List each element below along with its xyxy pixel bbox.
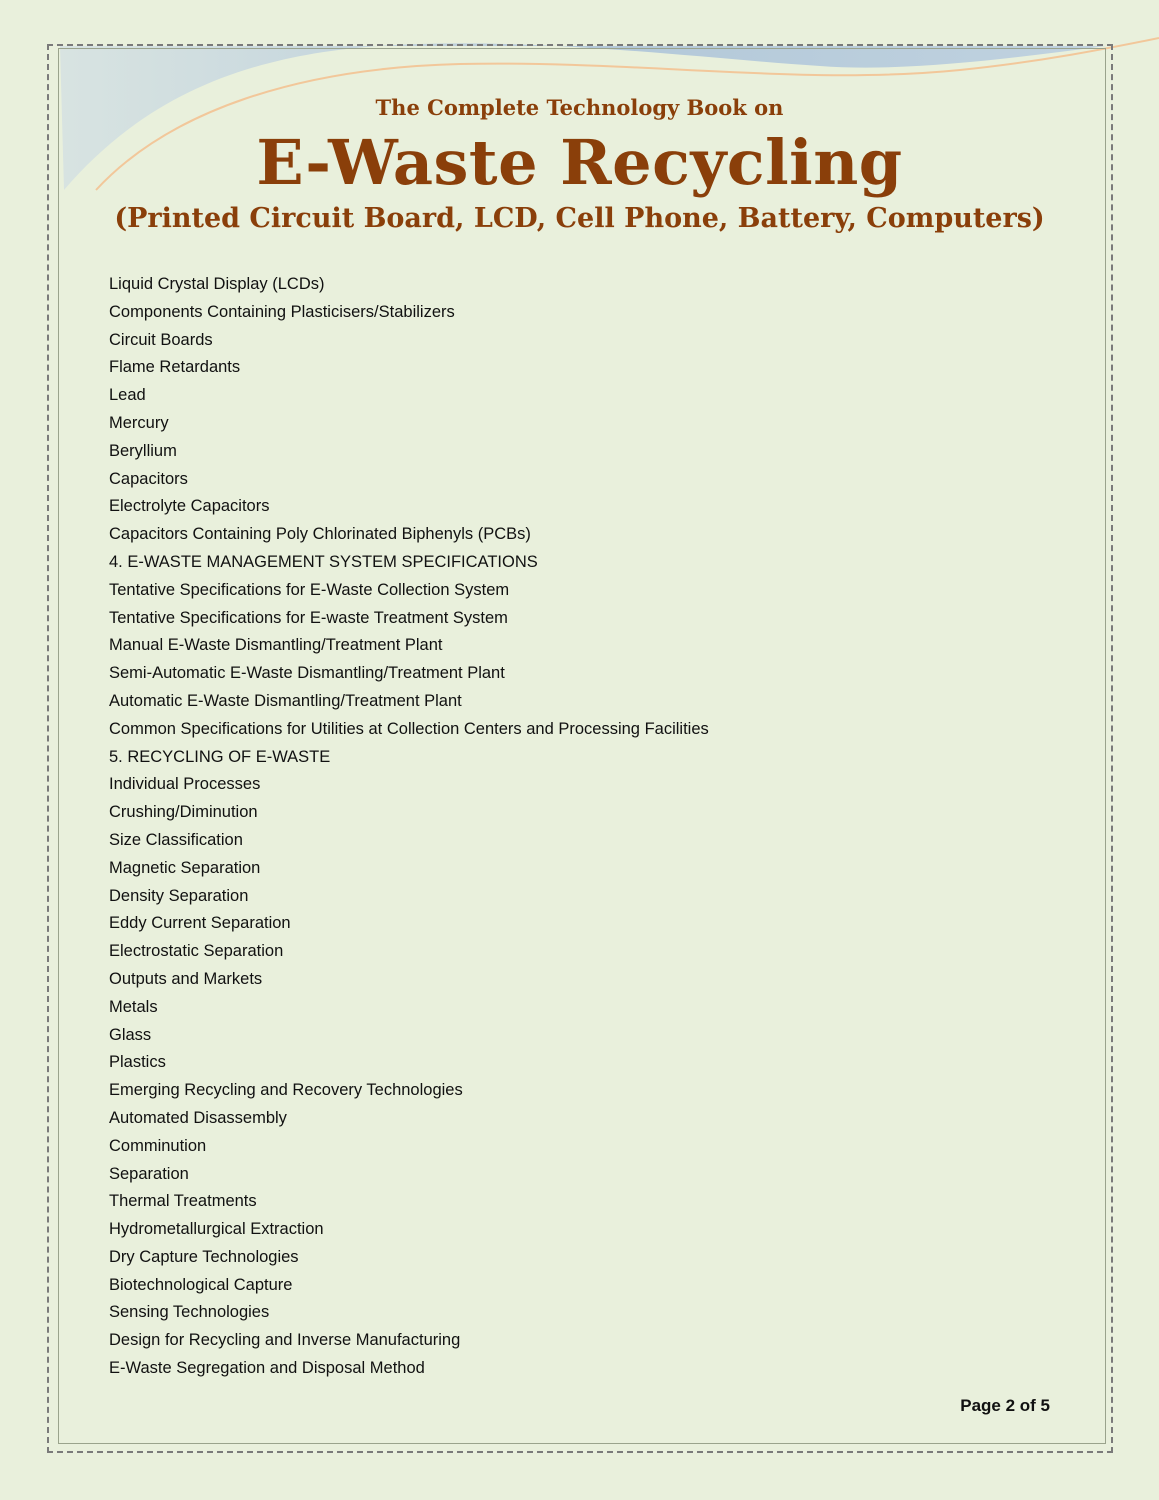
toc-item: Electrolyte Capacitors <box>109 497 270 516</box>
toc-item: Comminution <box>109 1136 207 1155</box>
toc-item: Lead <box>109 386 146 405</box>
toc-item: 4. E-WASTE MANAGEMENT SYSTEM SPECIFICATIONS <box>109 552 538 571</box>
toc-item: Outputs and Markets <box>109 969 263 988</box>
toc-item: Separation <box>109 1164 189 1183</box>
toc-item: Design for Recycling and Inverse Manufacturing <box>109 1331 461 1350</box>
toc-item: Components Containing Plasticisers/Stabilizers <box>109 302 455 321</box>
toc-item: Automatic E-Waste Dismantling/Treatment Plant <box>109 691 462 710</box>
toc-item: Semi-Automatic E-Waste Dismantling/Treatment Plant <box>109 664 505 683</box>
toc-item: Common Specifications for Utilities at Collection Centers and Processing Facilities <box>109 719 709 738</box>
toc-item: Emerging Recycling and Recovery Technologies <box>109 1081 463 1100</box>
toc-item: Dry Capture Technologies <box>109 1247 299 1266</box>
toc-item: Mercury <box>109 413 169 432</box>
toc-item: Liquid Crystal Display (LCDs) <box>109 275 325 293</box>
table-of-contents <box>109 271 709 1383</box>
book-pre-title: The Complete Technology Book on <box>375 95 784 120</box>
toc-item: Flame Retardants <box>109 358 241 377</box>
toc-item: Size Classification <box>109 830 243 849</box>
toc-item: Manual E-Waste Dismantling/Treatment Plant <box>109 636 443 655</box>
toc-item: Magnetic Separation <box>109 858 261 877</box>
toc-item: Density Separation <box>109 886 249 905</box>
toc-item: Plastics <box>109 1053 166 1072</box>
book-subtitle: (Printed Circuit Board, LCD, Cell Phone, Battery, Computers) <box>114 203 1045 234</box>
toc-item: Capacitors Containing Poly Chlorinated Biphenyls (PCBs) <box>109 525 531 544</box>
toc-item: Metals <box>109 997 158 1016</box>
toc-item: Automated Disassembly <box>109 1108 287 1127</box>
toc-item: Individual Processes <box>109 775 261 794</box>
toc-item: Circuit Boards <box>109 330 213 349</box>
book-title: E-Waste Recycling <box>256 126 903 199</box>
toc-item: Sensing Technologies <box>109 1303 270 1322</box>
toc-item: Tentative Specifications for E-waste Treatment System <box>109 608 508 627</box>
toc-item: 5. RECYCLING OF E-WASTE <box>109 747 331 766</box>
toc-item: Thermal Treatments <box>109 1192 257 1211</box>
toc-item: E-Waste Segregation and Disposal Method <box>109 1359 425 1378</box>
toc-item: Tentative Specifications for E-Waste Collection System <box>109 580 510 599</box>
toc-item: Hydrometallurgical Extraction <box>109 1220 324 1239</box>
toc-item: Biotechnological Capture <box>109 1275 293 1294</box>
toc-item: Beryllium <box>109 441 177 460</box>
toc-item: Crushing/Diminution <box>109 803 258 822</box>
toc-item: Eddy Current Separation <box>109 914 291 933</box>
toc-item: Glass <box>109 1025 152 1044</box>
toc-item: Capacitors <box>109 469 188 488</box>
page-number: Page 2 of 5 <box>960 1396 1050 1415</box>
toc-item: Electrostatic Separation <box>109 942 284 961</box>
